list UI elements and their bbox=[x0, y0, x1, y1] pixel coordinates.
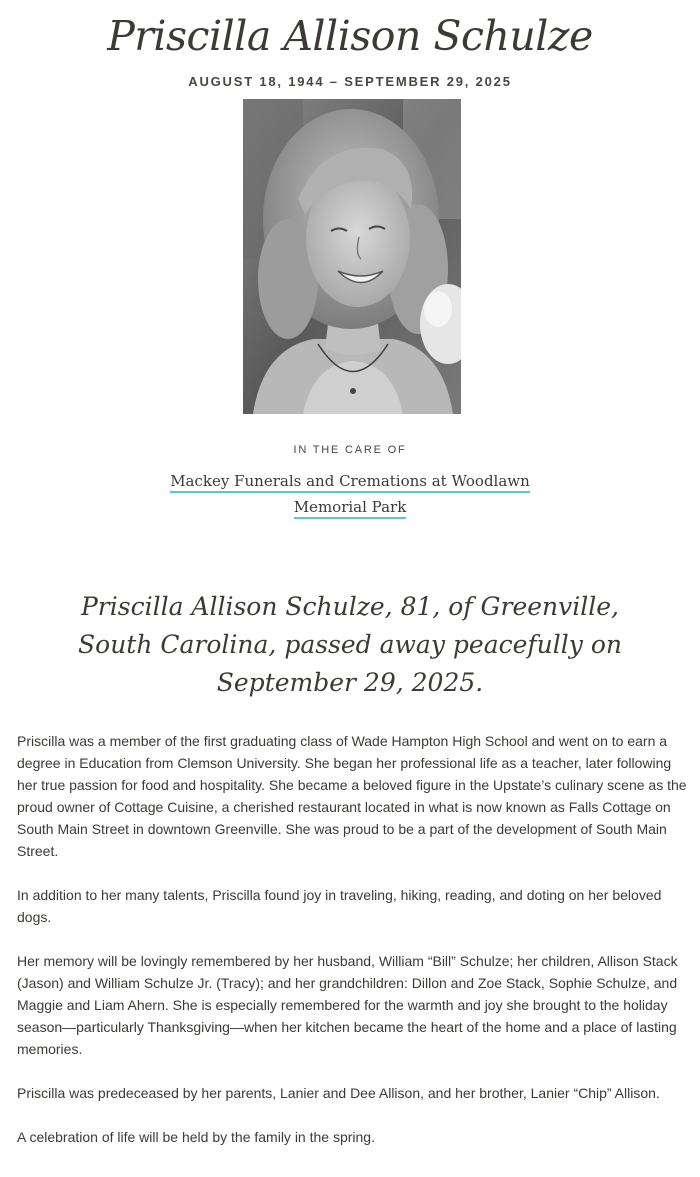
obituary-lede: Priscilla Allison Schulze, 81, of Greenville, South Carolina, passed away peacefully on September 29, 2025. bbox=[78, 592, 622, 697]
portrait-photo-icon bbox=[243, 99, 461, 414]
portrait-photo bbox=[243, 99, 461, 414]
life-dates: AUGUST 18, 1944 – SEPTEMBER 29, 2025 bbox=[188, 74, 512, 89]
obituary-paragraph: A celebration of life will be held by the family in the spring. bbox=[17, 1129, 375, 1145]
care-label: IN THE CARE OF bbox=[293, 444, 407, 456]
obituary-paragraph: Priscilla was a member of the first graduating class of Wade Hampton High School and went on to earn a degree in Education from Clemson University. She began her professional life as a teacher, later following her true passion for food and hospitality. She became a beloved figure in the Upstate’s culinary scene as the proud owner of Cottage Cuisine, a cherished restaurant located in what is now known as Falls Cottage on South Main Street in downtown Greenville. She was proud to be a part of the development of South Main Street. bbox=[17, 733, 687, 859]
page-title: Priscilla Allison Schulze bbox=[107, 12, 593, 60]
obituary-paragraph: Her memory will be lovingly remembered by her husband, William “Bill” Schulze; her children, Allison Stack (Jason) and William Schulze Jr. (Tracy); and her grandchildren: Dillon and Zoe Stack, Sophie Schulze, and Maggie and Liam Ahern. She is especially remembered for the warmth and joy she brought to the holiday season—particularly Thanksgiving—when her kitchen became the heart of the home and a place of lasting memories. bbox=[17, 953, 678, 1057]
funeral-home-link[interactable] bbox=[150, 468, 550, 520]
obituary-body bbox=[17, 730, 689, 1170]
funeral-home-link-line1[interactable]: Mackey Funerals and Cremations at Woodlawn bbox=[170, 472, 530, 493]
funeral-home-link-line2[interactable]: Memorial Park bbox=[294, 498, 407, 519]
obituary-paragraph: Priscilla was predeceased by her parents, Lanier and Dee Allison, and her brother, Lanier “Chip” Allison. bbox=[17, 1085, 660, 1101]
obituary-paragraph: In addition to her many talents, Priscilla found joy in traveling, hiking, reading, and doting on her beloved dogs. bbox=[17, 887, 662, 925]
